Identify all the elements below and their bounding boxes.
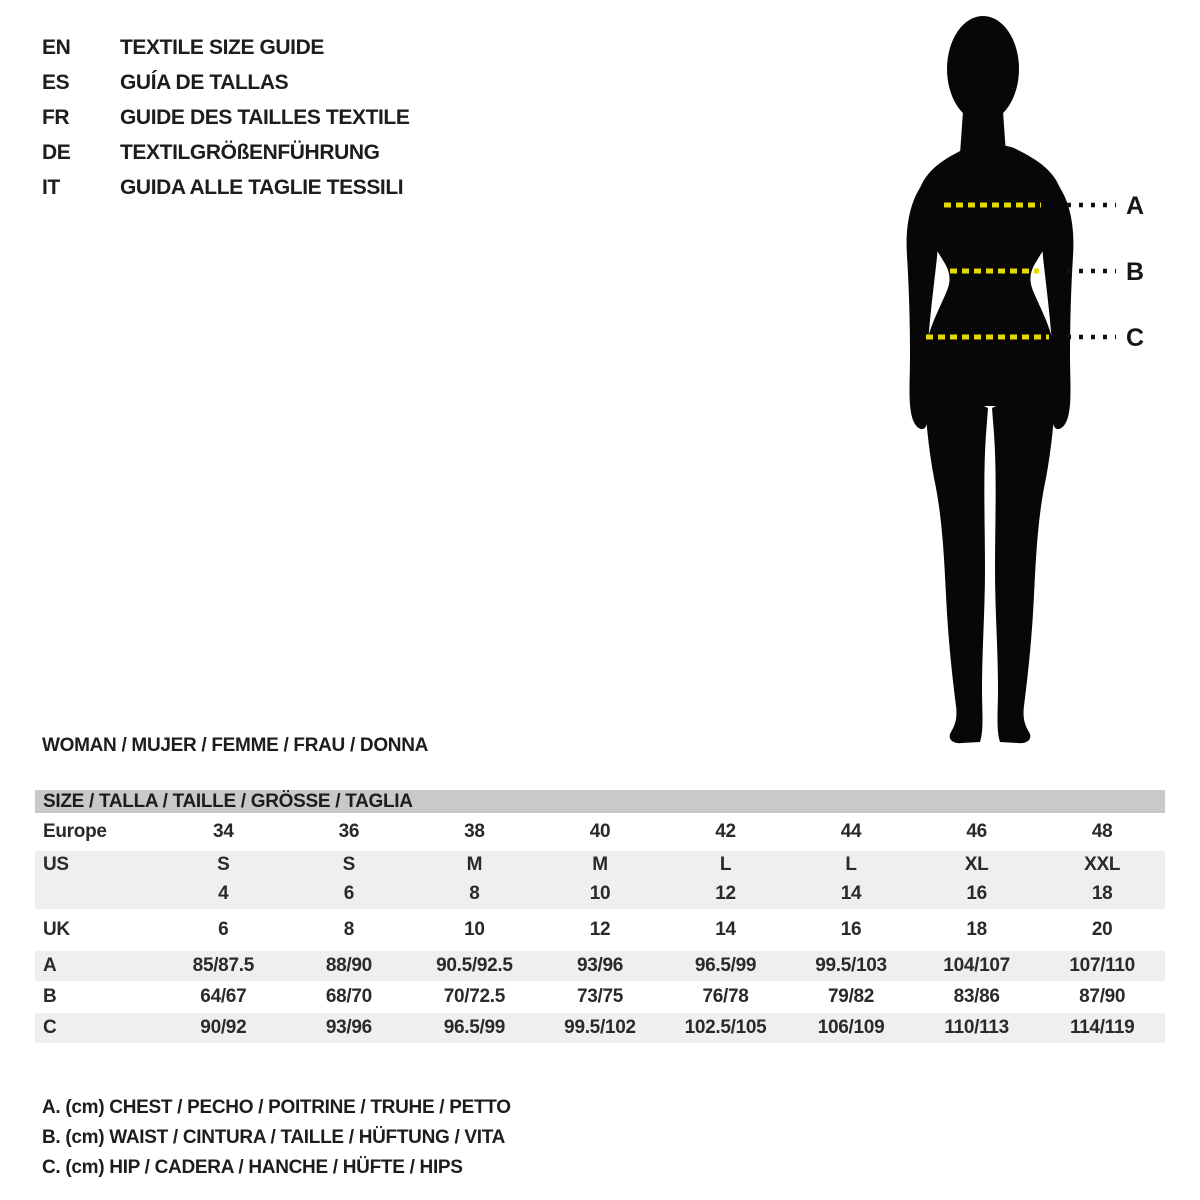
size-cell: 16 [914, 879, 1040, 909]
size-cell: 107/110 [1039, 951, 1165, 981]
language-row-it [42, 170, 409, 205]
size-cell: L [788, 851, 914, 879]
size-cell: 99.5/103 [788, 951, 914, 981]
waist-measure-label: B [1126, 258, 1145, 286]
size-cell: 90.5/92.5 [412, 951, 538, 981]
legend-hip: C. (cm) HIP / CADERA / HANCHE / HÜFTE / HIPS [42, 1157, 463, 1178]
size-cell: 12 [589, 919, 611, 940]
language-row-fr [42, 100, 409, 135]
size-cell: 102.5/105 [663, 1013, 789, 1043]
language-row-es [42, 65, 409, 100]
size-cell: 96.5/99 [412, 1013, 538, 1043]
size-cell: L [663, 851, 789, 879]
size-cell: M [412, 851, 538, 879]
size-cell: 18 [1039, 879, 1165, 909]
size-cell: 34 [213, 821, 234, 842]
size-cell: 83/86 [953, 986, 1000, 1007]
language-row-de [42, 135, 409, 170]
row-label: UK [43, 919, 70, 940]
woman-silhouette [907, 16, 1074, 743]
size-cell: 90/92 [161, 1013, 287, 1043]
size-cell: 114/119 [1039, 1013, 1165, 1043]
language-row-en [42, 30, 409, 65]
row-label: A [35, 951, 161, 981]
size-table-header: SIZE / TALLA / TAILLE / GRÖSSE / TAGLIA [35, 790, 1165, 813]
size-cell: 8 [343, 919, 354, 940]
size-cell: 18 [966, 919, 987, 940]
measurement-legend [42, 1093, 511, 1183]
row-label [35, 879, 161, 909]
language-title: GUÍA DE TALLAS [120, 70, 289, 94]
size-cell: 44 [840, 821, 862, 842]
size-cell: 10 [537, 879, 663, 909]
size-cell: M [537, 851, 663, 879]
size-table-header-row [35, 790, 1165, 813]
size-cell: 64/67 [200, 986, 247, 1007]
size-cell: 99.5/102 [537, 1013, 663, 1043]
row-label: C [35, 1013, 161, 1043]
language-code: FR [42, 105, 70, 129]
language-title: GUIDA ALLE TAGLIE TESSILI [120, 175, 404, 199]
language-title: TEXTILGRÖßENFÜHRUNG [120, 140, 380, 164]
table-row-europe [35, 813, 1165, 851]
language-code: DE [42, 140, 71, 164]
size-cell: 14 [715, 919, 736, 940]
table-row-us-numbers [35, 879, 1165, 909]
legend-waist: B. (cm) WAIST / CINTURA / TAILLE / HÜFTUNG / VITA [42, 1127, 506, 1148]
size-cell: 20 [1091, 919, 1113, 940]
silhouette-torso [918, 144, 1062, 406]
language-title-list [42, 30, 409, 205]
size-cell: 88/90 [286, 951, 412, 981]
size-cell: S [161, 851, 287, 879]
size-cell: 16 [840, 919, 862, 940]
table-row-waist [35, 981, 1165, 1013]
size-cell: 79/82 [828, 986, 875, 1007]
row-label: US [35, 851, 161, 879]
size-cell: 87/90 [1079, 986, 1126, 1007]
table-row-hip [35, 1013, 1165, 1043]
size-cell: 93/96 [537, 951, 663, 981]
size-cell: XL [914, 851, 1040, 879]
woman-silhouette-figure [895, 8, 1161, 750]
size-cell: 38 [464, 821, 485, 842]
row-label: Europe [43, 821, 107, 842]
size-cell: 104/107 [914, 951, 1040, 981]
size-cell: 110/113 [914, 1013, 1040, 1043]
size-cell: 48 [1091, 821, 1113, 842]
size-cell: 96.5/99 [663, 951, 789, 981]
size-cell: 6 [286, 879, 412, 909]
size-cell: XXL [1039, 851, 1165, 879]
chest-measure-label: A [1126, 192, 1145, 220]
size-cell: 4 [161, 879, 287, 909]
size-cell: 42 [715, 821, 736, 842]
size-cell: 8 [412, 879, 538, 909]
size-cell: 46 [966, 821, 987, 842]
language-code: EN [42, 35, 71, 59]
size-cell: 70/72.5 [443, 986, 506, 1007]
size-cell: 106/109 [788, 1013, 914, 1043]
table-row-uk [35, 909, 1165, 951]
size-cell: 76/78 [702, 986, 749, 1007]
table-row-us-letters [35, 851, 1165, 879]
size-cell: 68/70 [325, 986, 372, 1007]
table-row-chest [35, 951, 1165, 981]
size-cell: S [286, 851, 412, 879]
size-cell: 10 [464, 919, 485, 940]
size-cell: 40 [589, 821, 611, 842]
size-cell: 73/75 [576, 986, 623, 1007]
size-table [35, 790, 1165, 1043]
language-code: IT [42, 175, 60, 199]
section-title-woman: WOMAN / MUJER / FEMME / FRAU / DONNA [42, 735, 429, 756]
legend-chest: A. (cm) CHEST / PECHO / POITRINE / TRUHE / PETTO [42, 1097, 511, 1118]
size-cell: 93/96 [286, 1013, 412, 1043]
language-title: GUIDE DES TAILLES TEXTILE [120, 105, 410, 129]
size-cell: 36 [338, 821, 360, 842]
language-title: TEXTILE SIZE GUIDE [120, 35, 324, 59]
size-cell: 6 [218, 919, 229, 940]
size-cell: 12 [663, 879, 789, 909]
language-code: ES [42, 70, 70, 94]
size-cell: 14 [788, 879, 914, 909]
hip-measure-label: C [1126, 324, 1145, 352]
size-cell: 85/87.5 [161, 951, 287, 981]
row-label: B [43, 986, 57, 1007]
